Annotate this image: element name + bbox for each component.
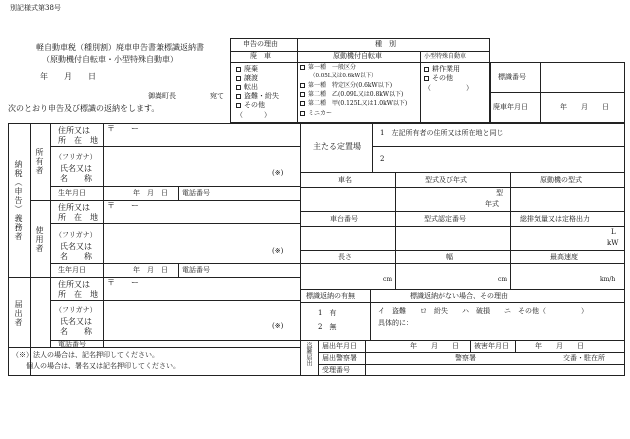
haisha-date-label: 廃車年月日: [493, 103, 528, 111]
checkbox-icon: [424, 76, 429, 81]
notifier-name-label-2: 名 称: [60, 327, 92, 336]
form-number: 別記様式第38号: [10, 4, 61, 12]
checkbox-icon: [300, 101, 305, 106]
form-title: 軽自動車税（種別割）廃車申告書兼標識返納書: [36, 43, 204, 52]
notifier-name-label: 氏名又は: [60, 317, 92, 326]
no-return-reasons[interactable]: イ 盗難 ロ 紛失 ハ 破損 ニ その他（ ）: [378, 307, 588, 315]
owner-name-label: 氏名又は: [60, 164, 92, 173]
form-subtitle: （原動機付自転車・小型特殊自動車）: [42, 55, 178, 64]
user-name-label-2: 名 称: [60, 252, 92, 261]
type-option-minicar[interactable]: ミニカー: [300, 111, 332, 117]
vehicle-model-label: 型式及び年式: [425, 176, 467, 184]
type-option-1-note: （0.05L又は0.6kW以下）: [310, 73, 377, 79]
taxpayer-group-label: 納税（申告）義務者: [14, 160, 23, 241]
kogata-column-title: 小型特殊自動車: [424, 53, 467, 60]
damage-date-label: 被害年月日: [474, 342, 509, 350]
checkbox-icon: [236, 76, 241, 81]
return-option-yes[interactable]: 1 有: [318, 309, 337, 317]
chassis-number-label: 車台番号: [330, 215, 358, 223]
note-line-1: （※）法人の場合は、記名押印してください。: [12, 351, 159, 359]
vehicle-model-year: 年式: [485, 200, 499, 208]
notifier-furigana-label: （フリガナ）: [55, 306, 97, 314]
notifier-address-label-2: 所 在 地: [58, 290, 98, 299]
reason-option-other[interactable]: その他: [236, 102, 265, 109]
koban-suffix: 交番・駐在所: [563, 354, 605, 362]
user-label: 使用者: [35, 226, 44, 253]
return-option-no[interactable]: 2 無: [318, 323, 337, 331]
unit-kw: kW: [607, 239, 619, 247]
owner-birth-label: 生年月日: [58, 189, 86, 197]
notifier-phone-label: 電話番号: [58, 340, 86, 348]
checkbox-icon: [300, 65, 305, 70]
police-station-suffix: 警察署: [455, 354, 476, 362]
checkbox-icon: [424, 67, 429, 72]
addressee: 御嵩町長: [148, 92, 176, 100]
user-address-label: 住所又は: [58, 203, 90, 212]
type-kogata-other-detail[interactable]: （ ）: [424, 84, 473, 92]
vehicle-engine-label: 原動機の型式: [540, 176, 582, 184]
max-speed-label: 最高速度: [550, 253, 578, 261]
location-option-other[interactable]: 2: [380, 155, 385, 163]
owner-label: 所有者: [35, 148, 44, 175]
checkbox-icon: [236, 94, 241, 99]
note-line-2: 個人の場合は、署名又は記名押印してください。: [12, 362, 180, 370]
plate-number-label: 標識番号: [498, 73, 526, 81]
location-label: 主たる定置場: [313, 142, 361, 151]
checkbox-icon: [300, 111, 305, 116]
owner-furigana-label: （フリガナ）: [55, 153, 97, 161]
user-postal[interactable]: 〒 ー: [107, 201, 139, 210]
police-station-label: 届出警察署: [322, 354, 357, 362]
user-name-label: 氏名又は: [60, 242, 92, 251]
addressee-suffix: 宛て: [210, 92, 224, 100]
theft-label: 盗難届出: [305, 342, 312, 366]
type-option-2-ko[interactable]: 第二種 甲(0.125L又は1.0kW以下): [300, 101, 407, 107]
reason-other-detail[interactable]: （ ）: [236, 111, 271, 119]
reason-option-tounan[interactable]: 盗難・紛失: [236, 93, 279, 100]
notifier-label: 届出者: [14, 300, 23, 327]
submission-date[interactable]: 年 月 日: [40, 72, 96, 81]
plate-no-return-reason-label: 標識返納がない場合、その理由: [410, 292, 508, 300]
gentsuki-column-title: 原動機付自転車: [333, 52, 382, 60]
owner-address-label: 住所又は: [58, 126, 90, 135]
type-option-kousaku[interactable]: 耕作業用: [424, 66, 460, 73]
user-phone-label: 電話番号: [182, 266, 210, 274]
notifier-address-label: 住所又は: [58, 280, 90, 289]
theft-filed-date-label: 届出年月日: [322, 342, 357, 350]
approval-number-label: 型式認定番号: [424, 215, 466, 223]
unit-liter: L: [611, 228, 616, 236]
checkbox-icon: [236, 67, 241, 72]
owner-name-label-2: 名 称: [60, 174, 92, 183]
user-seal-mark: (※): [272, 247, 284, 255]
reason-option-haiki[interactable]: 廃棄: [236, 66, 258, 73]
no-return-detail[interactable]: 具体的に：: [378, 319, 413, 327]
width-label: 幅: [446, 253, 453, 261]
speed-unit: km/h: [600, 276, 616, 283]
user-address-label-2: 所 在 地: [58, 213, 98, 222]
owner-postal[interactable]: 〒 ー: [107, 124, 139, 133]
checkbox-icon: [236, 103, 241, 108]
length-label: 長さ: [338, 253, 352, 261]
receipt-number-label: 受理番号: [322, 366, 350, 374]
checkbox-icon: [300, 92, 305, 97]
intro-text: 次のとおり申告及び標識の返納をします。: [8, 104, 160, 113]
reason-option-tenshutsu[interactable]: 転出: [236, 84, 258, 91]
reason-title: 申告の理由: [243, 40, 278, 48]
user-birth-value[interactable]: 年 月 日: [133, 266, 168, 274]
notifier-postal[interactable]: 〒 ー: [107, 278, 139, 287]
type-option-1-specific[interactable]: 第一種 特定区分(0.6kW以下): [300, 83, 392, 89]
vehicle-name-label: 車名: [338, 176, 352, 184]
haisha-date-value[interactable]: 年 月 日: [560, 103, 609, 111]
type-option-kogata-other[interactable]: その他: [424, 75, 453, 82]
owner-address-label-2: 所 在 地: [58, 136, 98, 145]
type-title: 種 別: [375, 40, 396, 48]
displacement-label: 総排気量又は定格出力: [520, 215, 590, 223]
reason-option-joto[interactable]: 譲渡: [236, 75, 258, 82]
plate-return-label: 標識返納の有無: [306, 292, 355, 300]
damage-date-value[interactable]: 年 月 日: [535, 342, 584, 350]
length-unit: cm: [383, 276, 393, 283]
type-option-2-otsu[interactable]: 第二種 乙(0.09L又は0.8kW以下): [300, 92, 403, 98]
vehicle-model-type: 型: [496, 189, 503, 197]
type-option-1-general[interactable]: 第一種 一般区分: [300, 65, 356, 71]
notifier-seal-mark: (※): [272, 322, 284, 330]
user-furigana-label: （フリガナ）: [55, 231, 97, 239]
width-unit: cm: [498, 276, 508, 283]
user-birth-label: 生年月日: [58, 266, 86, 274]
owner-seal-mark: (※): [272, 169, 284, 177]
checkbox-icon: [236, 85, 241, 90]
haisha-column-title: 廃 車: [250, 52, 271, 60]
owner-birth-value[interactable]: 年 月 日: [133, 189, 168, 197]
theft-filed-date-value[interactable]: 年 月 日: [410, 342, 459, 350]
owner-phone-label: 電話番号: [182, 189, 210, 197]
location-option-same[interactable]: 1 左記所有者の住所又は所在地と同じ: [380, 129, 504, 137]
checkbox-icon: [300, 83, 305, 88]
